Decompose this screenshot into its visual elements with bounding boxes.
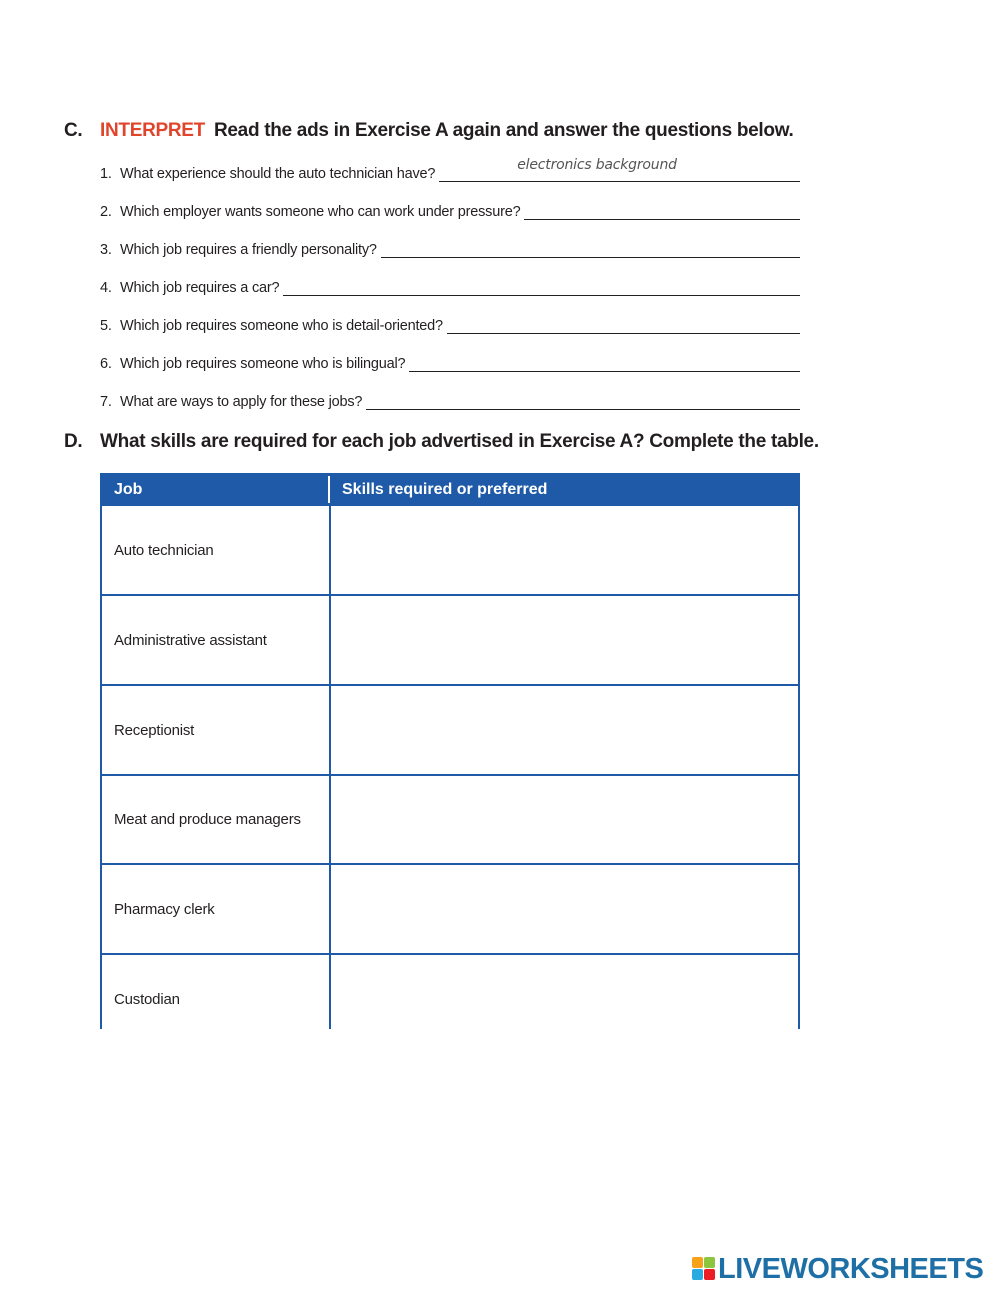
skills-table bbox=[100, 473, 800, 1029]
answer-input-4[interactable] bbox=[283, 277, 800, 296]
question-4 bbox=[100, 274, 800, 296]
skills-input-meat-produce-managers[interactable] bbox=[330, 775, 798, 863]
question-3 bbox=[100, 236, 800, 258]
answer-input-6[interactable] bbox=[409, 353, 800, 372]
skills-input-auto-technician[interactable] bbox=[330, 506, 798, 594]
question-2 bbox=[100, 198, 800, 220]
answer-input-1[interactable] bbox=[439, 157, 800, 182]
question-text: What experience should the auto technician have? bbox=[120, 166, 436, 182]
answer-input-7[interactable] bbox=[366, 391, 800, 410]
question-number: 4. bbox=[100, 280, 112, 296]
question-number: 1. bbox=[100, 166, 112, 182]
question-text: Which job requires someone who is detail-oriented? bbox=[120, 318, 443, 334]
job-cell: Custodian bbox=[114, 990, 180, 1008]
section-c-heading bbox=[64, 120, 793, 142]
table-row bbox=[102, 686, 798, 776]
section-c-letter: C. bbox=[64, 120, 83, 141]
job-cell: Meat and produce managers bbox=[114, 810, 301, 828]
answer-input-5[interactable] bbox=[447, 315, 800, 334]
table-row bbox=[102, 596, 798, 686]
table-header bbox=[100, 473, 800, 506]
liveworksheets-logo-text: LIVEWORKSHEETS bbox=[718, 1252, 984, 1285]
liveworksheets-logo-icon bbox=[692, 1257, 716, 1281]
question-text: Which employer wants someone who can work under pressure? bbox=[120, 204, 521, 220]
question-number: 3. bbox=[100, 242, 112, 258]
question-5 bbox=[100, 312, 800, 334]
question-7 bbox=[100, 388, 800, 410]
header-job: Job bbox=[114, 481, 143, 498]
question-text: Which job requires a car? bbox=[120, 280, 280, 296]
table-row bbox=[102, 506, 798, 596]
skills-input-pharmacy-clerk[interactable] bbox=[330, 865, 798, 953]
header-divider bbox=[328, 476, 330, 503]
skills-input-receptionist[interactable] bbox=[330, 686, 798, 774]
question-number: 2. bbox=[100, 204, 112, 220]
answer-input-2[interactable] bbox=[524, 201, 800, 220]
job-cell: Administrative assistant bbox=[114, 631, 267, 649]
section-c-instruction: Read the ads in Exercise A again and answer the questions below. bbox=[213, 120, 794, 141]
skills-input-administrative-assistant[interactable] bbox=[330, 596, 798, 684]
question-number: 6. bbox=[100, 356, 112, 372]
section-c-tag: INTERPRET bbox=[100, 120, 205, 141]
table-row bbox=[102, 865, 798, 955]
question-1 bbox=[100, 157, 800, 182]
liveworksheets-logo bbox=[692, 1254, 983, 1284]
section-d-letter: D. bbox=[64, 431, 83, 452]
question-text: What are ways to apply for these jobs? bbox=[120, 394, 363, 410]
skills-input-custodian[interactable] bbox=[330, 955, 798, 1043]
section-d-instruction: What skills are required for each job advertised in Exercise A? Complete the table. bbox=[100, 431, 819, 452]
header-skills: Skills required or preferred bbox=[342, 481, 548, 498]
table-row bbox=[102, 775, 798, 865]
answer-input-3[interactable] bbox=[381, 239, 800, 258]
question-text: Which job requires someone who is bilingual? bbox=[120, 356, 406, 372]
job-cell: Pharmacy clerk bbox=[114, 900, 215, 918]
question-number: 7. bbox=[100, 394, 112, 410]
answer-text-1: electronics background bbox=[517, 157, 677, 173]
section-d-heading bbox=[64, 431, 819, 453]
question-text: Which job requires a friendly personality? bbox=[120, 242, 377, 258]
table-body bbox=[100, 506, 800, 1029]
job-cell: Auto technician bbox=[114, 541, 214, 559]
job-cell: Receptionist bbox=[114, 721, 195, 739]
question-6 bbox=[100, 350, 800, 372]
table-row bbox=[102, 955, 798, 1043]
question-number: 5. bbox=[100, 318, 112, 334]
